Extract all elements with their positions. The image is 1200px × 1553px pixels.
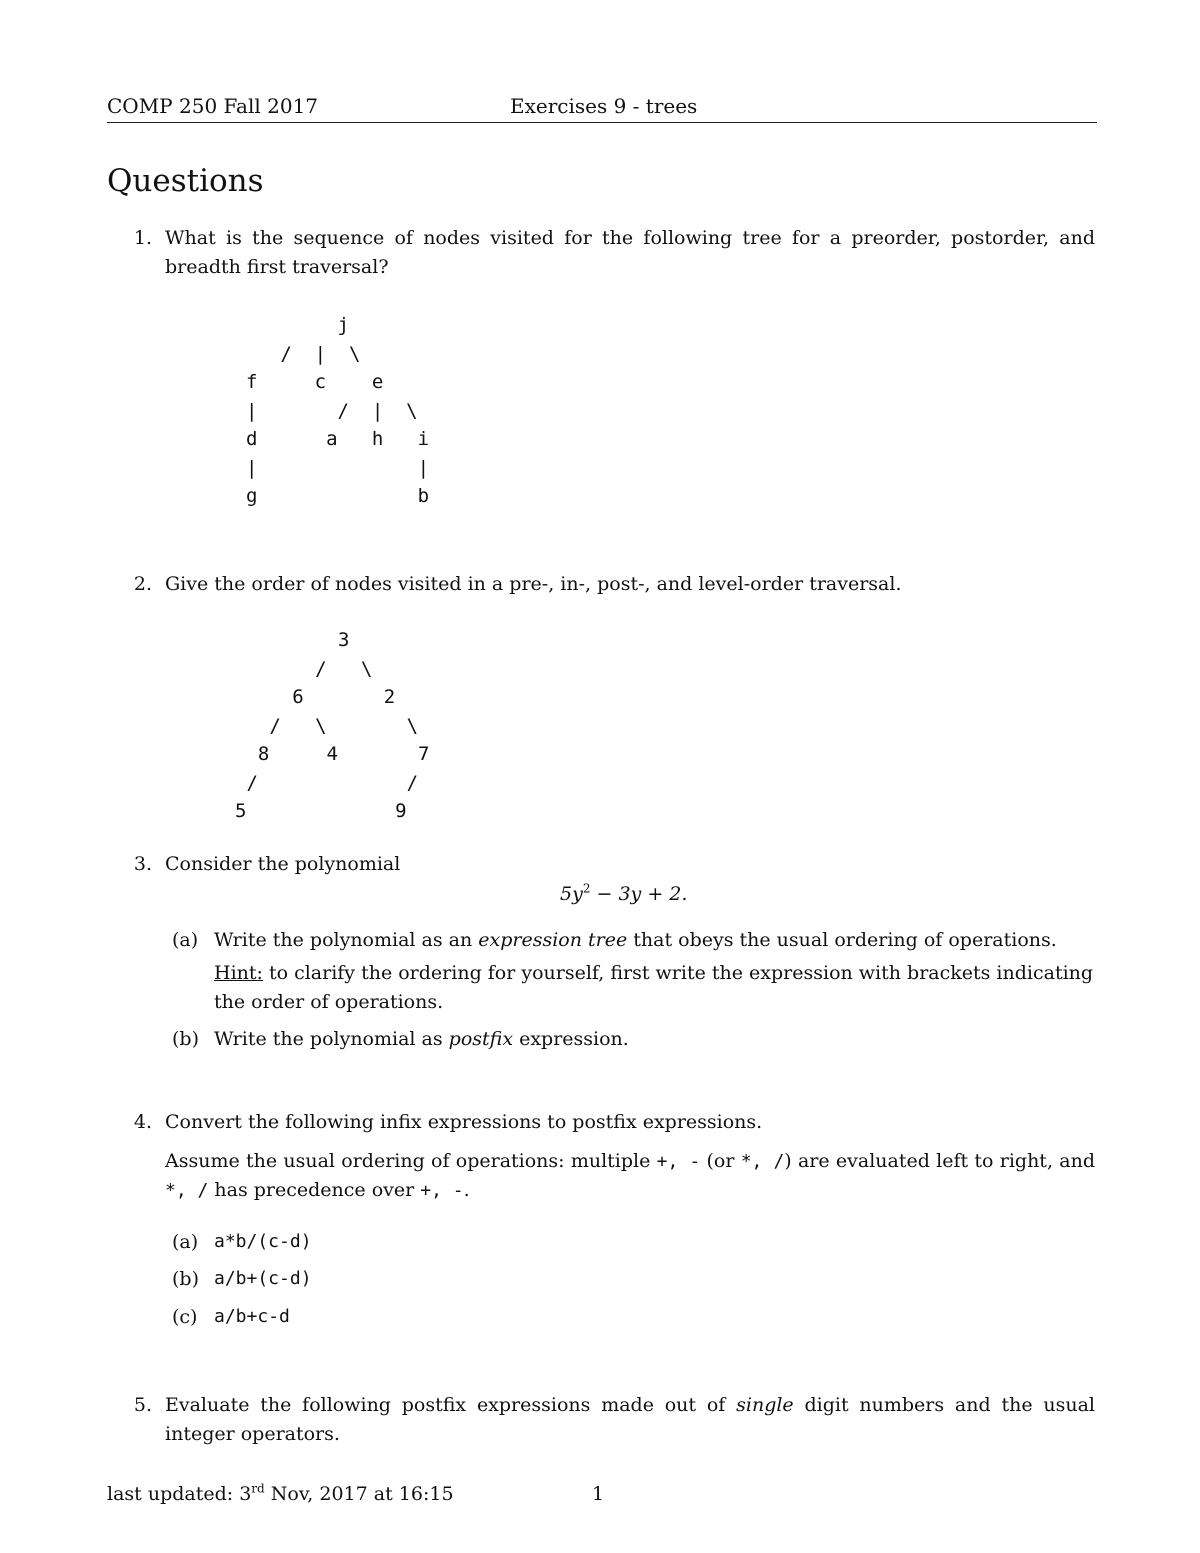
q4c-label: (c): [172, 1306, 198, 1328]
q2-tree-diagram: 3 / \ 6 2 / \ \ 8 4 7 / / 5 9: [235, 629, 430, 822]
q4c-expression: a/b+c-d: [214, 1306, 290, 1327]
course-header: COMP 250 Fall 2017: [107, 94, 319, 118]
header-rule: [107, 122, 1097, 123]
page-number: 1: [592, 1483, 605, 1505]
q4b-expression: a/b+(c-d): [214, 1268, 312, 1289]
q3-text: Consider the polynomial: [165, 853, 401, 875]
q3b-label: (b): [172, 1028, 199, 1050]
q3a-label: (a): [172, 929, 199, 951]
q3a-text: Write the polynomial as an expression tree that obeys the usual ordering of operations.: [214, 929, 1057, 951]
q4-text: Convert the following infix expressions to postfix expressions.: [165, 1111, 763, 1133]
q4a-label: (a): [172, 1231, 199, 1253]
q5-text: Evaluate the following postfix expressions made out of single digit numbers and the usual integer operators.: [165, 1394, 1095, 1445]
polynomial-formula: $5y^2 - 3y + 2$.: [560, 881, 688, 905]
q1-text: What is the sequence of nodes visited for the following tree for a preorder, postorder, and breadth first traversal?: [165, 227, 1095, 278]
q1-number: 1.: [133, 227, 152, 249]
q5-number: 5.: [133, 1394, 152, 1416]
q4-number: 4.: [133, 1111, 152, 1133]
section-title: Questions: [107, 163, 264, 199]
q3-number: 3.: [133, 853, 152, 875]
q1-tree-diagram: j / | \ f c e | / | \ d a h i | | g b: [246, 314, 430, 507]
q4a-expression: a*b/(c-d): [214, 1231, 312, 1252]
q2-text: Give the order of nodes visited in a pre-, in-, post-, and level-order traversal.: [165, 573, 902, 595]
q2-number: 2.: [133, 573, 152, 595]
q3a-hint: Hint: to clarify the ordering for yourself, first write the expression with brackets indicating the order of operations.: [214, 962, 1094, 1013]
q3b-text: Write the polynomial as postfix expression.: [214, 1028, 629, 1050]
q4b-label: (b): [172, 1268, 199, 1290]
last-updated: last updated: 3rd Nov, 2017 at 16:15: [107, 1481, 454, 1505]
q4-assumption: Assume the usual ordering of operations: multiple +, - (or *, /) are evaluated left to right, and *, / has precedence over +, -.: [165, 1150, 1095, 1201]
exercise-title: Exercises 9 - trees: [510, 94, 698, 118]
